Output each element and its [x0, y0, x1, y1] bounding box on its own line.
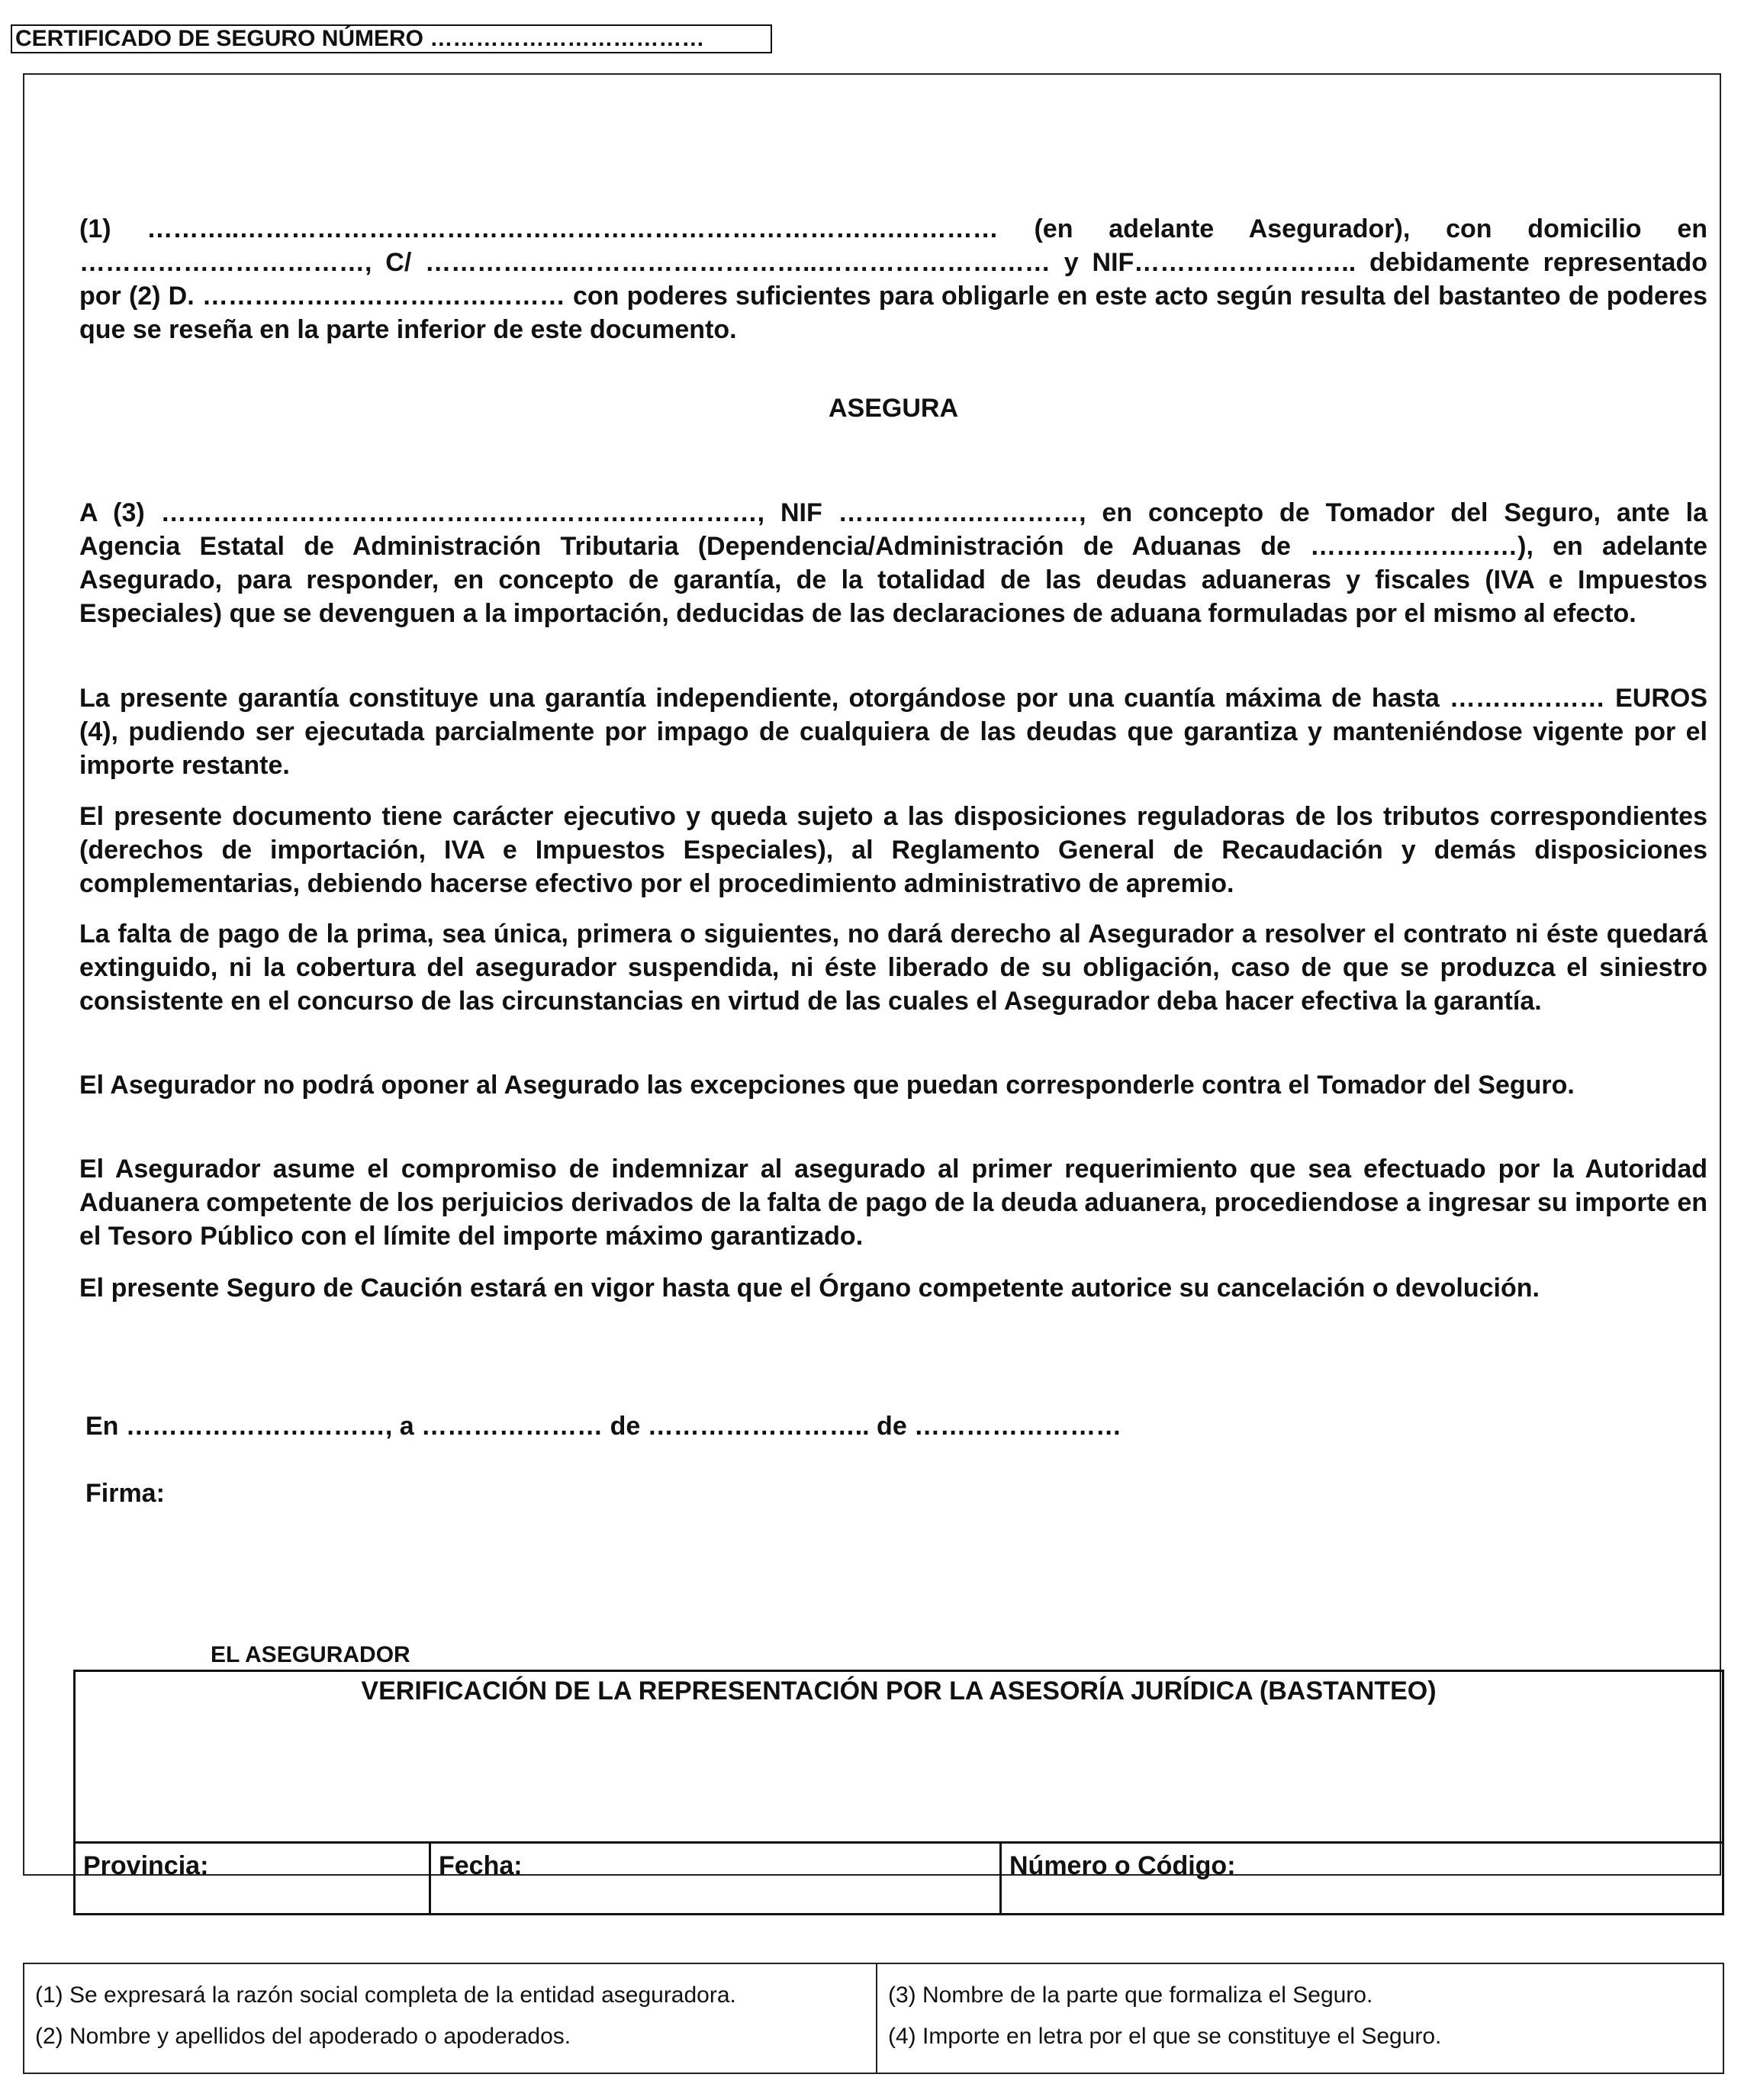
numero-codigo-field: Número o Código: — [1009, 1851, 1236, 1880]
premium-nonpayment-paragraph: La falta de pago de la prima, sea única, primera o siguientes, no dará derecho al Asegurador a resolver el contrato ni éste quedará extinguido, ni la cobertura del asegurador suspendida, ni éste liberado de su obligación, caso de que se produzca el siniestro consistente en el concurso de las circunstancias en virtud de las cuales el Asegurador deba hacer efectiva la garantía. — [79, 920, 1707, 1016]
bastanteo-fields-row — [76, 1841, 1722, 1913]
indemnity-commitment-paragraph: El Asegurador asume el compromiso de indemnizar al asegurado al primer requerimiento que sea efectuado por la Autoridad Aduanera competente de los perjuicios derivados de la falta de pago de la deuda aduanera, procediendose a ingresar su importe en el Tesoro Público con el límite del importe máximo garantizado. — [79, 1155, 1707, 1251]
bastanteo-verification-box — [73, 1670, 1724, 1915]
signature-label: Firma: — [85, 1479, 165, 1508]
footnote-2: (2) Nombre y apellidos del apoderado o apoderados. — [35, 2024, 571, 2049]
provincia-field: Provincia: — [76, 1844, 431, 1913]
tomador-paragraph: A (3) ……………………………………………………………, NIF …………….…………, en concepto de Tomador del Seguro, ante la Agencia Estatal de Administración Tributaria (Dependencia/Administración de Aduanas de ……………………), en adelante Asegurado, para responder, en concepto de garantía, de la totalidad de las deudas aduaneras y fiscales (IVA e Impuestos Especiales) que se devenguen a la importación, deducidas de las declaraciones de aduana formuladas por el mismo al efecto. — [79, 498, 1707, 628]
certificate-body-frame — [23, 73, 1721, 1880]
fecha-field: Fecha: — [431, 1844, 1002, 1913]
bastanteo-title: VERIFICACIÓN DE LA REPRESENTACIÓN POR LA ASESORÍA JURÍDICA (BASTANTEO) — [361, 1676, 1437, 1705]
certificate-number-header: CERTIFICADO DE SEGURO NÚMERO ……………………………… — [11, 24, 772, 53]
footnotes-right-column — [877, 1964, 1723, 2073]
insurer-paragraph: (1) ………..………………………………………………………………….………… (en adelante Asegurador), con domicilio en ……………………………, C/ ……………..………………………..……………………… y NIF…………………….. debidamente representado por (2) D. …………………………………… con poderes suficientes para obligarle en este acto según resulta del bastanteo de poderes que se reseña en la parte inferior de este documento. — [79, 214, 1707, 344]
footnote-4: (4) Importe en letra por el que se constituye el Seguro. — [888, 2024, 1442, 2049]
footnotes-left-column — [24, 1964, 877, 2073]
footnotes-table — [23, 1963, 1724, 2074]
insurer-signature-caption: EL ASEGURADOR — [211, 1642, 410, 1667]
independent-guarantee-paragraph: La presente garantía constituye una garantía independiente, otorgándose por una cuantía máxima de hasta ……………… EUROS (4), pudiendo ser ejecutada parcialmente por impago de cualquiera de las deudas que garantiza y manteniéndose vigente por el importe restante. — [79, 684, 1707, 780]
asegura-heading: ASEGURA — [828, 394, 959, 423]
validity-paragraph: El presente Seguro de Caución estará en vigor hasta que el Órgano competente autorice su cancelación o devolución. — [79, 1274, 1540, 1303]
executive-character-paragraph: El presente documento tiene carácter ejecutivo y queda sujeto a las disposiciones reguladoras de los tributos correspondientes (derechos de importación, IVA e Impuestos Especiales), al Reglamento General de Recaudación y demás disposiciones complementarias, debiendo hacerse efectivo por el procedimiento administrativo de apremio. — [79, 802, 1707, 898]
place-date-line: En …………………………, a ………………… de …………………….. de …………………… — [85, 1412, 1122, 1441]
footnote-1: (1) Se expresará la razón social completa de la entidad aseguradora. — [35, 1982, 736, 2008]
exceptions-paragraph: El Asegurador no podrá oponer al Asegurado las excepciones que puedan corresponderle contra el Tomador del Seguro. — [79, 1071, 1575, 1100]
footnote-3: (3) Nombre de la parte que formaliza el Seguro. — [888, 1982, 1373, 2008]
